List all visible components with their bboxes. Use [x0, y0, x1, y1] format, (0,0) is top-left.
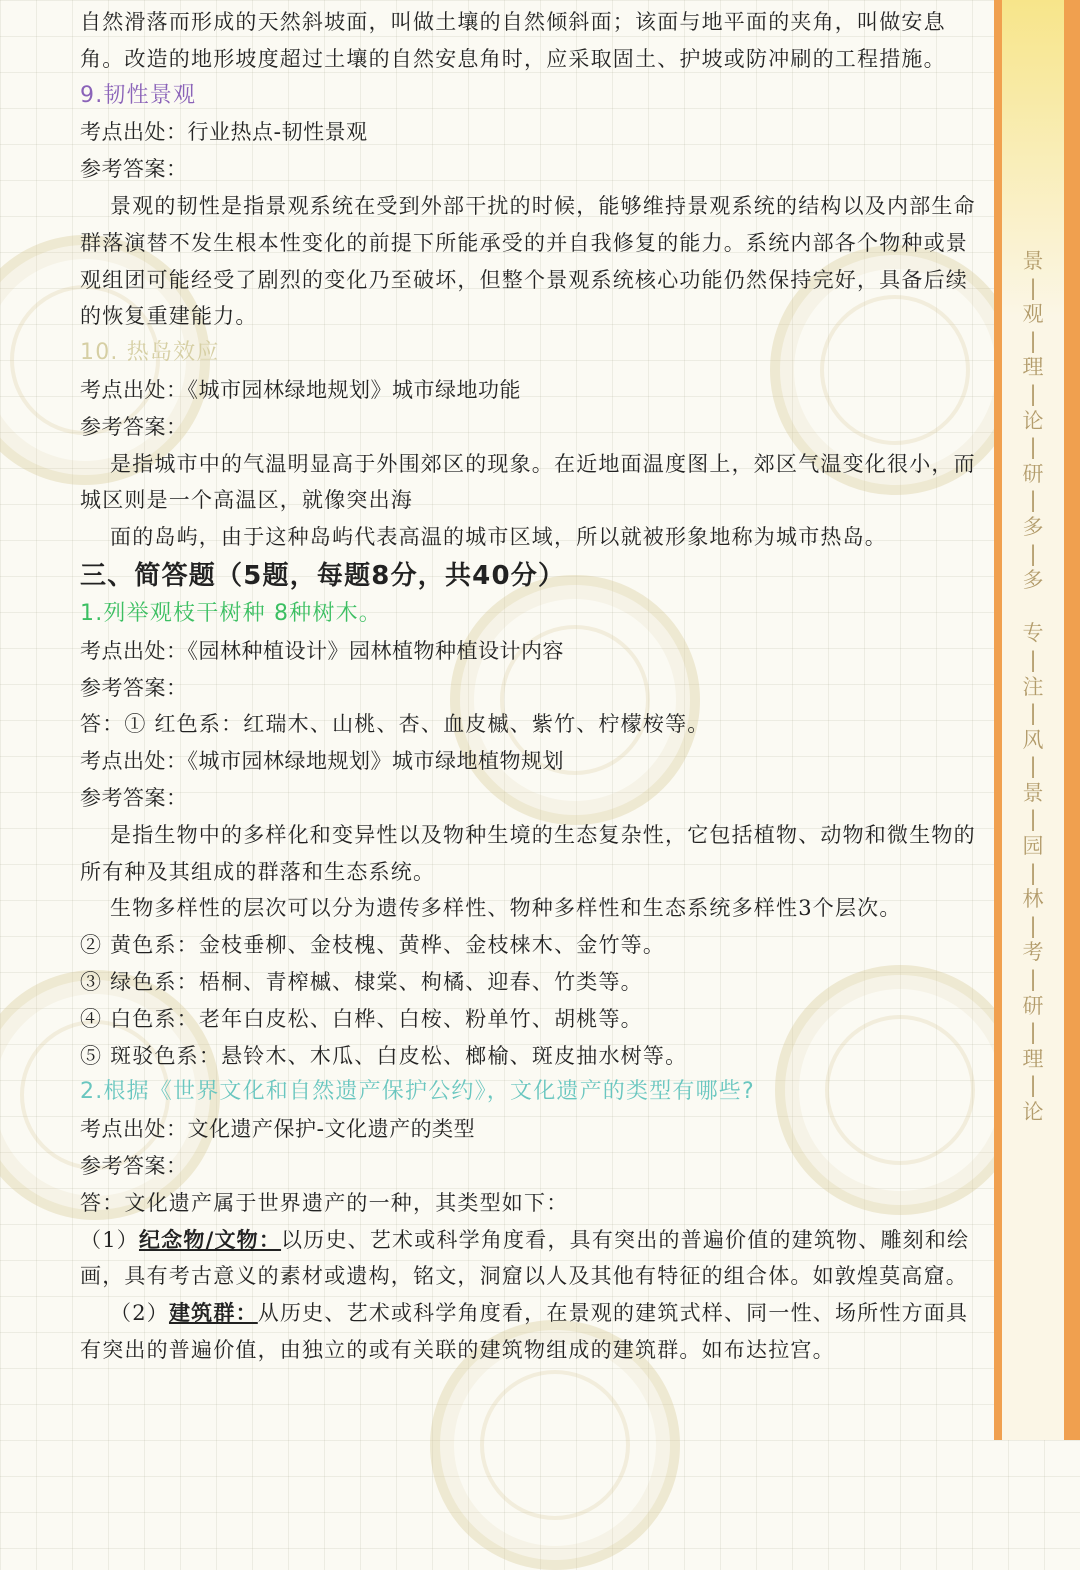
- item-term: 建筑群：: [168, 1300, 258, 1326]
- question-heading: 2.根据《世界文化和自然遗产保护公约》，文化遗产的类型有哪些?: [80, 1079, 755, 1105]
- list-item: [80, 1222, 990, 1296]
- source-line: 考点出处：《城市园林绿地规划》城市绿地植物规划: [80, 749, 564, 774]
- paragraph: 是指生物中的多样化和变异性以及物种生境的生态复杂性，它包括植物、动物和微生物的所有种及其组成的群落和生态系统。: [80, 822, 976, 884]
- item-number: （1）: [80, 1227, 139, 1252]
- source-line: 考点出处：行业热点-韧性景观: [80, 120, 368, 145]
- answer-line: 答：① 红色系：红瑞木、山桃、杏、血皮槭、紫竹、柠檬桉等。: [80, 712, 710, 737]
- answer-label: 参考答案：: [80, 1153, 188, 1178]
- answer-label: 参考答案：: [80, 785, 188, 810]
- list-item: ⑤ 斑驳色系：悬铃木、木瓜、白皮松、榔榆、斑皮抽水树等。: [80, 1043, 688, 1068]
- sidebar-band: [994, 0, 1080, 1440]
- section-heading: 三、简答题（5题，每题8分，共40分）: [80, 560, 566, 591]
- paragraph: 生物多样性的层次可以分为遗传多样性、物种多样性和生态系统多样性3个层次。: [110, 896, 902, 921]
- item-text: 从历史、艺术或科学角度看，在景观的建筑式样、同一性、场所性方面具有突出的普遍价值，由独立的或有关联的建筑物组成的建筑群。如布达拉宫。: [80, 1301, 969, 1362]
- answer-label: 参考答案：: [80, 414, 188, 439]
- question-heading: 10. 热岛效应: [80, 340, 220, 366]
- list-item: [80, 1295, 990, 1369]
- answer-line: 答：文化遗产属于世界遗产的一种，其类型如下：: [80, 1190, 569, 1215]
- sidebar-panel: [1002, 0, 1064, 1440]
- question-heading: 1.列举观枝干树种 8种树木。: [80, 600, 382, 626]
- item-text: 以历史、艺术或科学角度看，具有突出的普遍价值的建筑物、雕刻和绘画，具有考古意义的素材或遗构，铭文，洞窟以人及其他有特征的组合体。如敦煌莫高窟。: [80, 1227, 970, 1289]
- question-heading: 9.韧性景观: [80, 82, 197, 108]
- list-item: ② 黄色系：金枝垂柳、金枝槐、黄桦、金枝梾木、金竹等。: [80, 933, 666, 958]
- document-body: [80, 4, 990, 1369]
- paragraph: 景观的韧性是指景观系统在受到外部干扰的时候，能够维持景观系统的结构以及内部生命群落演替不发生根本性变化的前提下所能承受的并自我修复的能力。系统内部各个物种或景观组团可能经受了剧烈的变化乃至破坏，但整个景观系统核心功能仍然保持完好，具备后续的恢复重建能力。: [80, 193, 976, 329]
- source-line: 考点出处：《城市园林绿地规划》城市绿地功能: [80, 377, 521, 402]
- answer-label: 参考答案：: [80, 157, 188, 182]
- list-item: ④ 白色系：老年白皮松、白桦、白桉、粉单竹、胡桃等。: [80, 1006, 643, 1031]
- item-term: 纪念物/文物：: [138, 1226, 282, 1252]
- paragraph: 面的岛屿，由于这种岛屿代表高温的城市区域，所以就被形象地称为城市热岛。: [110, 525, 887, 550]
- source-line: 考点出处：文化遗产保护-文化遗产的类型: [80, 1117, 476, 1142]
- paragraph: 自然滑落而形成的天然斜坡面，叫做土壤的自然倾斜面；该面与地平面的夹角，叫做安息角。改造的地形坡度超过土壤的自然安息角时，应采取固土、护坡或防冲刷的工程措施。: [80, 10, 946, 71]
- source-line: 考点出处：《园林种植设计》园林植物种植设计内容: [80, 638, 564, 663]
- answer-label: 参考答案：: [80, 675, 188, 700]
- item-number: （2）: [110, 1301, 169, 1326]
- paragraph: 是指城市中的气温明显高于外围郊区的现象。在近地面温度图上，郊区气温变化很小，而城区则是一个高温区，就像突出海: [80, 451, 976, 513]
- list-item: ③ 绿色系：梧桐、青榨槭、棣棠、枸橘、迎春、竹类等。: [80, 969, 643, 994]
- sidebar-vertical-text: 景 | 观 | 理 | 论 | 研 | 多 | 多 专 | 注 | 风 | 景 | 园 | 林 | 考 | 研 | 理 | 论: [1022, 249, 1044, 1124]
